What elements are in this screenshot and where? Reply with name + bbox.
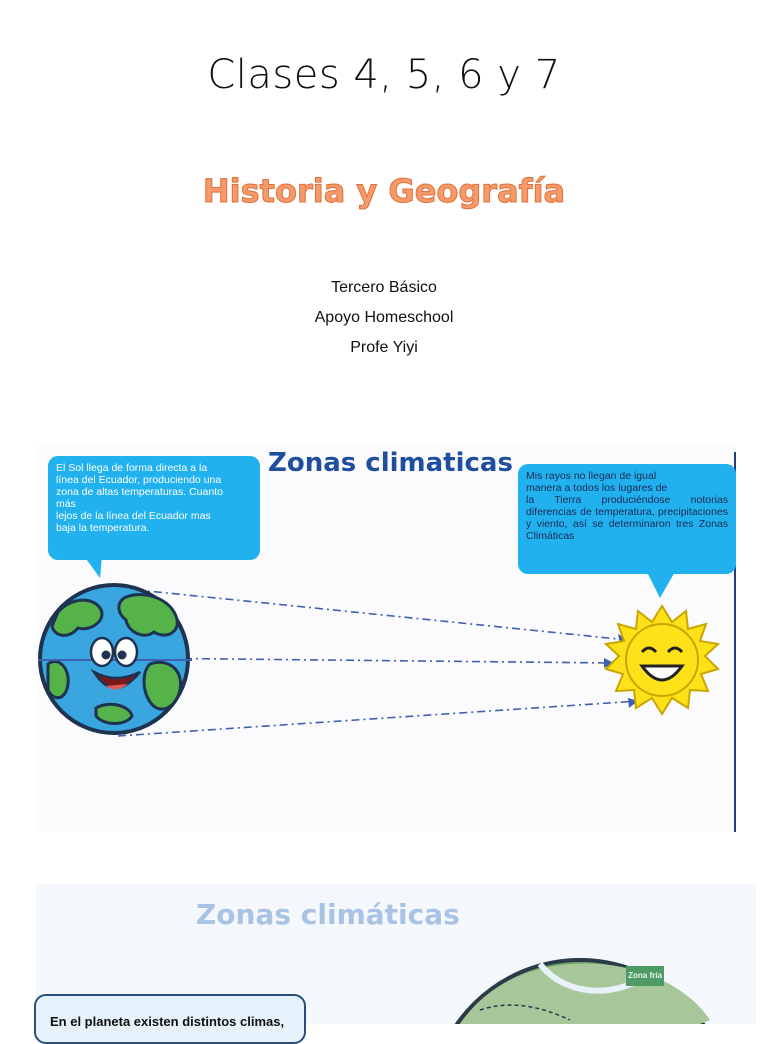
- grade-text: Tercero Básico: [331, 279, 437, 296]
- bubble-line: la Tierra produciéndose notorias diferencias de temperatura, precipitaciones y viento, así se determinaron tres Zonas Climáticas: [526, 494, 728, 542]
- globe-map-icon: [400, 940, 768, 1024]
- right-bubble-tail: [646, 570, 676, 598]
- bubble-line: El Sol llega de forma directa a la: [56, 462, 208, 474]
- bubble-line: zona de altas temperaturas. Cuanto: [56, 486, 223, 498]
- sun-explanation-bubble: [48, 456, 260, 560]
- subject-heading: Historia y Geografía: [202, 172, 566, 210]
- sun-ray-middle: [130, 658, 614, 663]
- bubble-line: lejos de la línea del Ecuador mas: [56, 510, 211, 522]
- teacher-text: Profe Yiyi: [350, 339, 418, 356]
- zone-label-badge: Zona fría: [626, 966, 664, 986]
- earth-icon: [38, 585, 192, 733]
- bubble-line: línea del Ecuador, produciendo una: [56, 474, 222, 486]
- slide2-title: Zonas climáticas: [196, 898, 460, 931]
- slide1-title: Zonas climaticas: [268, 448, 513, 478]
- program-text: Apoyo Homeschool: [314, 309, 454, 326]
- sun-icon: [606, 606, 718, 714]
- sun-speech-bubble: [518, 464, 736, 574]
- bubble-line: baja la temperatura.: [56, 522, 150, 534]
- sun-ray-bottom: [118, 701, 638, 736]
- bubble-line: más: [56, 498, 76, 510]
- page-title: Clases 4, 5, 6 y 7: [207, 52, 561, 98]
- bubble-line: manera a todos los lugares de: [526, 482, 668, 494]
- bubble-line: Mis rayos no llegan de igual: [526, 470, 657, 482]
- climates-info-bubble: En el planeta existen distintos climas,: [34, 994, 306, 1044]
- sun-ray-top: [118, 588, 628, 640]
